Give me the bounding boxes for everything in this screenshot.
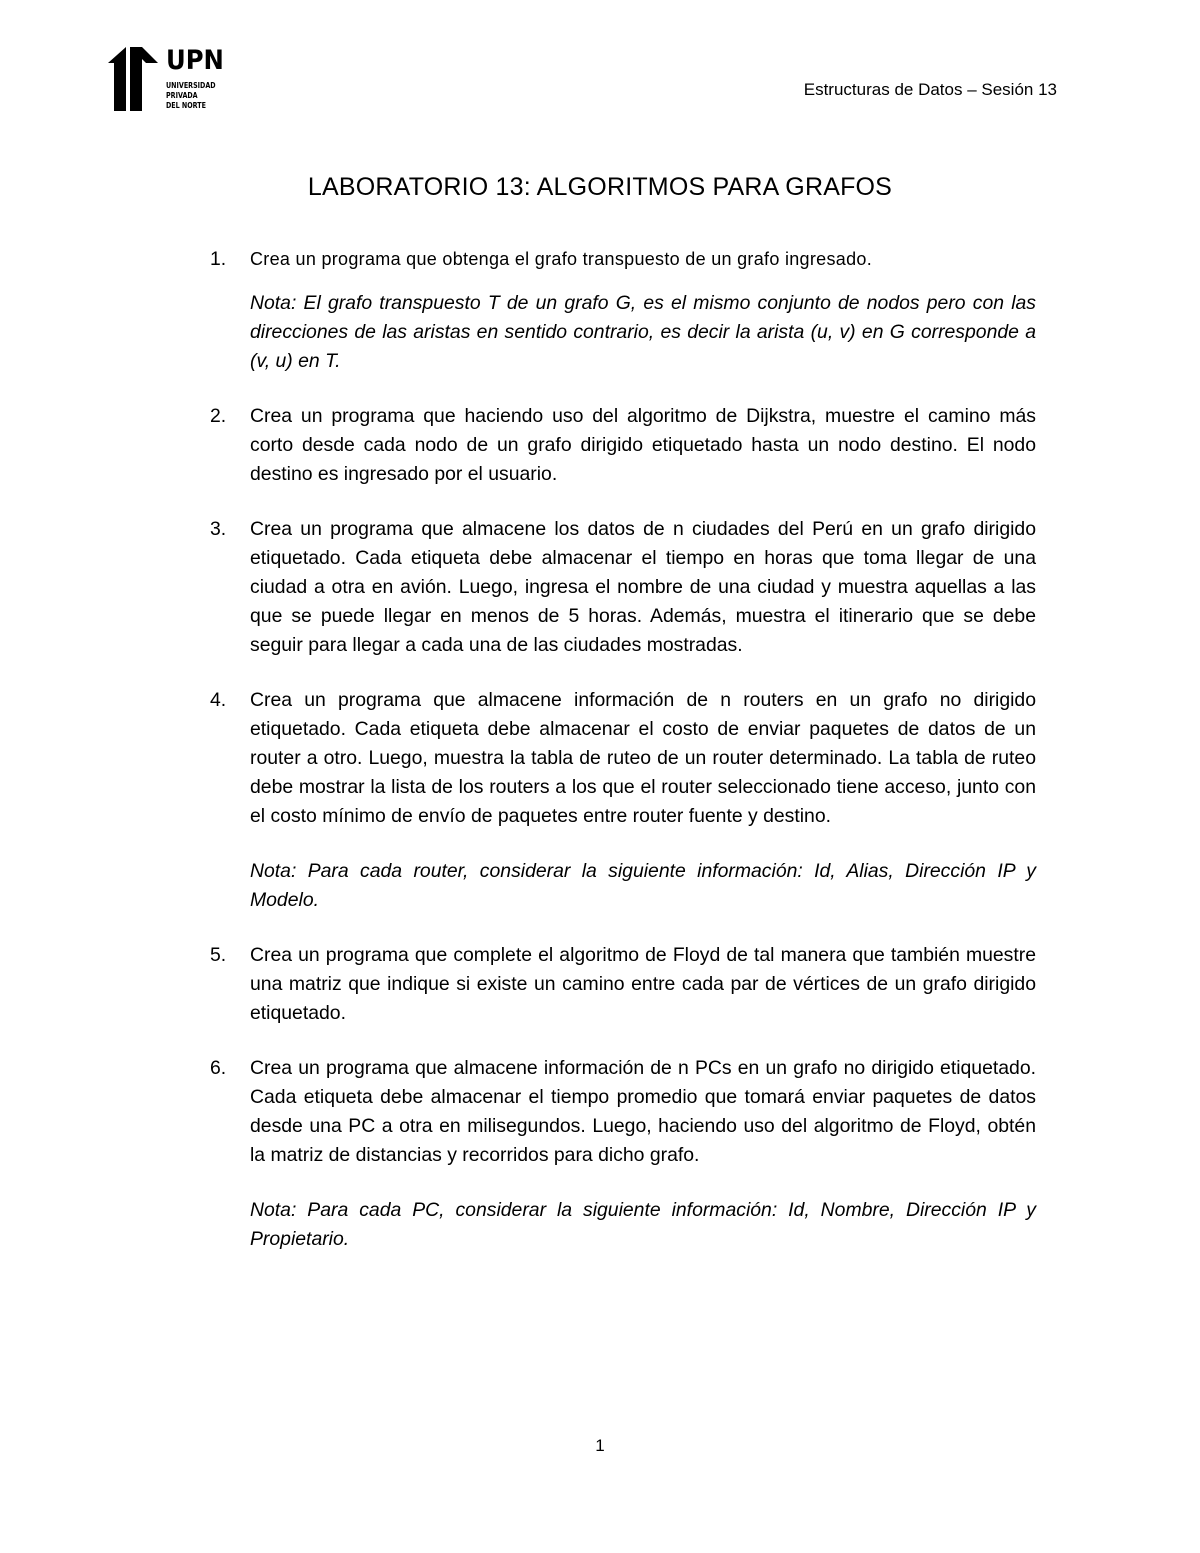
item-note: Nota: El grafo transpuesto T de un grafo G, es el mismo conjunto de nodos pero con las direcciones de las aristas en sentido contrario, es decir la arista (u, v) en G corresponde a (v, u) en T. [250,292,1036,372]
logo-subtitle: UNIVERSIDAD PRIVADA DEL NORTE [166,81,216,110]
page-title: LABORATORIO 13: ALGORITMOS PARA GRAFOS [307,173,893,201]
upn-logo-mark-icon [108,45,164,113]
item-text: Crea un programa que obtenga el grafo transpuesto de un grafo ingresado. [250,249,873,269]
list-item-note [210,857,1036,915]
logo-text: UPN [166,45,224,76]
list-item [210,402,1036,489]
course-header: Estructuras de Datos – Sesión 13 [803,80,1057,99]
page-number: 1 [595,1436,605,1455]
list-item [210,245,1036,274]
item-text: Crea un programa que almacene información de n PCs en un grafo no dirigido etiquetado. Cada etiqueta debe almacenar el tiempo promedio que tomará enviar paquetes de datos desde una PC a otra en milisegundos. Luego, haciendo uso del algoritmo de Floyd, obtén la matriz de distancias y recorridos para dicho grafo. [250,1057,1036,1166]
list-item-note [210,1196,1036,1254]
list-item [210,686,1036,831]
item-number: 5. [210,944,227,966]
item-note: Nota: Para cada router, considerar la siguiente información: Id, Alias, Dirección IP y Modelo. [250,860,1036,911]
item-number: 1. [210,248,227,270]
exercise-list [210,245,1036,1254]
item-number: 3. [210,518,227,540]
list-item [210,941,1036,1028]
list-item [210,515,1036,660]
upn-logo [108,45,228,120]
item-number: 2. [210,405,227,427]
item-number: 4. [210,689,227,711]
item-text: Crea un programa que almacene los datos de n ciudades del Perú en un grafo dirigido etiquetado. Cada etiqueta debe almacenar el tiempo en horas que toma llegar de una ciudad a otra en avión. Luego, ingresa el nombre de una ciudad y muestra aquellas a las que se puede llegar en menos de 5 horas. Además, muestra el itinerario que se debe seguir para llegar a cada una de las ciudades mostradas. [250,518,1036,656]
item-text: Crea un programa que complete el algoritmo de Floyd de tal manera que también muestre una matriz que indique si existe un camino entre cada par de vértices de un grafo dirigido etiquetado. [250,944,1036,1024]
list-item-note [210,289,1036,376]
item-note: Nota: Para cada PC, considerar la siguiente información: Id, Nombre, Dirección IP y Propietario. [250,1199,1036,1250]
item-text: Crea un programa que almacene información de n routers en un grafo no dirigido etiquetado. Cada etiqueta debe almacenar el costo de enviar paquetes de datos de un router a otro. Luego, muestra la tabla de ruteo de un router determinado. La tabla de ruteo debe mostrar la lista de los routers a los que el router seleccionado tiene acceso, junto con el costo mínimo de envío de paquetes entre router fuente y destino. [250,689,1036,827]
list-item [210,1054,1036,1170]
item-text: Crea un programa que haciendo uso del algoritmo de Dijkstra, muestre el camino más corto desde cada nodo de un grafo dirigido etiquetado hasta un nodo destino. El nodo destino es ingresado por el usuario. [250,405,1036,485]
item-number: 6. [210,1057,227,1079]
